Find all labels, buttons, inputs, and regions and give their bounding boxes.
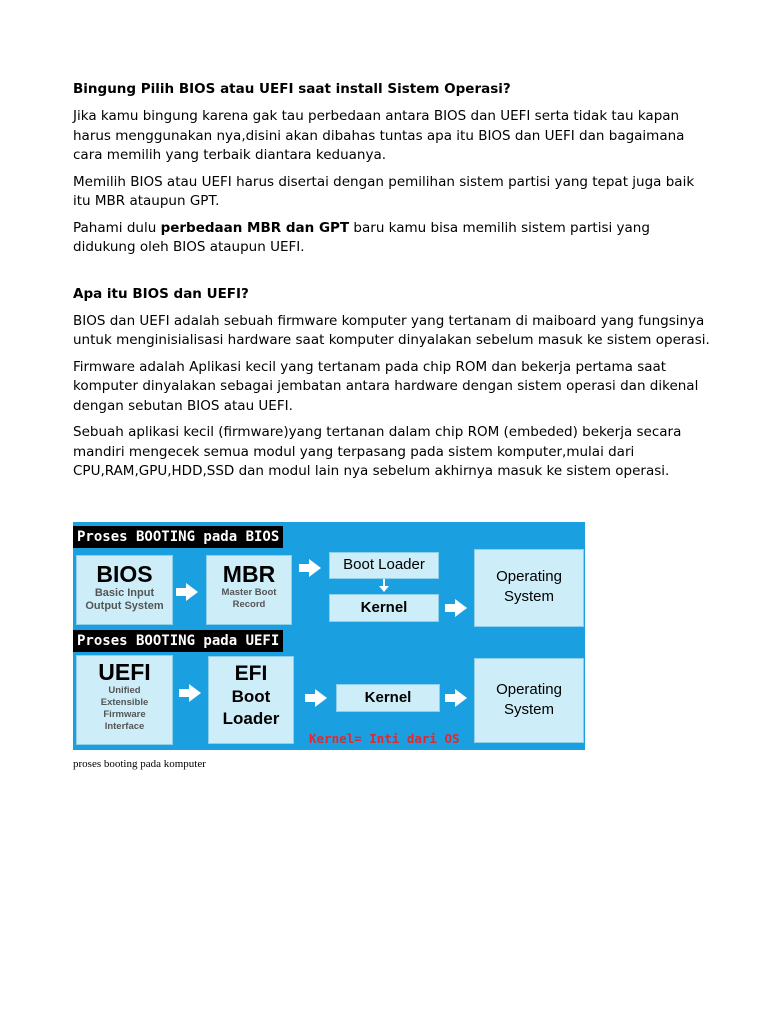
figure-caption: proses booting pada komputer [73, 758, 206, 770]
intro-heading: Bingung Pilih BIOS atau UEFI saat install Sistem Operasi? [73, 81, 511, 97]
bios-sub-1: Basic Input [94, 587, 155, 599]
arrow-mbr-bootloader [309, 559, 321, 577]
intro-paragraph-3 [73, 219, 713, 258]
os-uefi-box [474, 658, 584, 743]
kernel-bios-label: Kernel [360, 599, 408, 616]
arrow-uefi-efi [189, 684, 201, 702]
section-heading: Apa itu BIOS dan UEFI? [73, 285, 249, 302]
section-paragraph-1: BIOS dan UEFI adalah sebuah firmware komputer yang tertanam di maiboard yang fungsinya untuk menginisialisasi hardware saat komputer dinyalakan sebelum masuk ke sistem operasi. [73, 312, 710, 348]
uefi-sub-1: Unified [108, 685, 141, 696]
mbr-label: MBR [222, 561, 276, 587]
kernel-uefi-box [336, 684, 440, 712]
intro-paragraph-1: Jika kamu bingung karena gak tau perbedaan antara BIOS dan UEFI serta tidak tau kapan harus menggunakan nya,disini akan dibahas tuntas apa itu BIOS dan UEFI dan bagaimana cara memilih yang terbaik diantara keduanya. [73, 108, 685, 163]
bios-sub-2: Output System [85, 600, 164, 612]
uefi-sub-2: Extensible [100, 697, 149, 708]
arrow-efi-kernel [315, 689, 327, 707]
mbr-gpt-link[interactable]: perbedaan MBR dan GPT [160, 219, 350, 236]
mbr-sub-1: Master Boot [221, 587, 277, 598]
efi-label-1: EFI [234, 662, 268, 685]
intro-paragraph-2: Memilih BIOS atau UEFI harus disertai dengan pemilihan sistem partisi yang tepat juga baik itu MBR ataupun GPT. [73, 173, 695, 209]
uefi-sub-4: Interface [104, 721, 145, 732]
booting-diagram [73, 522, 585, 750]
bios-box [76, 555, 173, 625]
kernel-bios-box [329, 594, 439, 622]
arrow-bios-mbr [186, 583, 198, 601]
uefi-box [76, 655, 173, 745]
intro-p3-after: baru kamu bisa memilih sistem partisi yang didukung oleh BIOS ataupun UEFI. [73, 219, 650, 255]
document-body [73, 80, 713, 489]
os-uefi-label-2: System [503, 701, 554, 718]
efi-bootloader-box [208, 656, 294, 744]
mbr-box [206, 555, 292, 625]
bios-process-title: Proses BOOTING pada BIOS [73, 526, 283, 548]
arrow-kernel-os-uefi [455, 689, 467, 707]
mbr-sub-2: Record [232, 599, 266, 610]
uefi-process-title: Proses BOOTING pada UEFI [73, 630, 283, 652]
bootloader-label: Boot Loader [343, 556, 425, 573]
uefi-sub-3: Firmware [103, 709, 146, 720]
intro-p3-before: Pahami dulu [73, 219, 161, 236]
uefi-label: UEFI [98, 659, 151, 685]
arrow-kernel-os-bios [455, 599, 467, 617]
kernel-uefi-label: Kernel [364, 689, 412, 706]
bios-label: BIOS [96, 561, 153, 587]
os-bios-label-2: System [503, 588, 554, 605]
arrow-bootloader-kernel-head [379, 586, 389, 592]
os-bios-label-1: Operating [496, 568, 562, 585]
kernel-note: Kernel= Inti dari OS [309, 731, 460, 746]
os-uefi-label-1: Operating [496, 681, 562, 698]
section-paragraph-2: Firmware adalah Aplikasi kecil yang tertanam pada chip ROM dan bekerja pertama saat komputer dinyalakan sebagai jembatan antara hardware dengan sistem operasi dan dikenal dengan sebutan BIOS atau UEFI. [73, 358, 699, 414]
os-bios-box [474, 549, 584, 627]
efi-label-2: Boot [231, 687, 271, 706]
section-paragraph-3: Sebuah aplikasi kecil (firmware)yang tertanan dalam chip ROM (embeded) bekerja secara mandiri mengecek semua modul yang terpasang pada sistem komputer,mulai dari CPU,RAM,GPU,HDD,SSD dan modul lain nya sebelum akhirnya masuk ke sistem operasi. [73, 424, 682, 479]
efi-label-3: Loader [222, 709, 280, 728]
bootloader-box [329, 552, 439, 579]
